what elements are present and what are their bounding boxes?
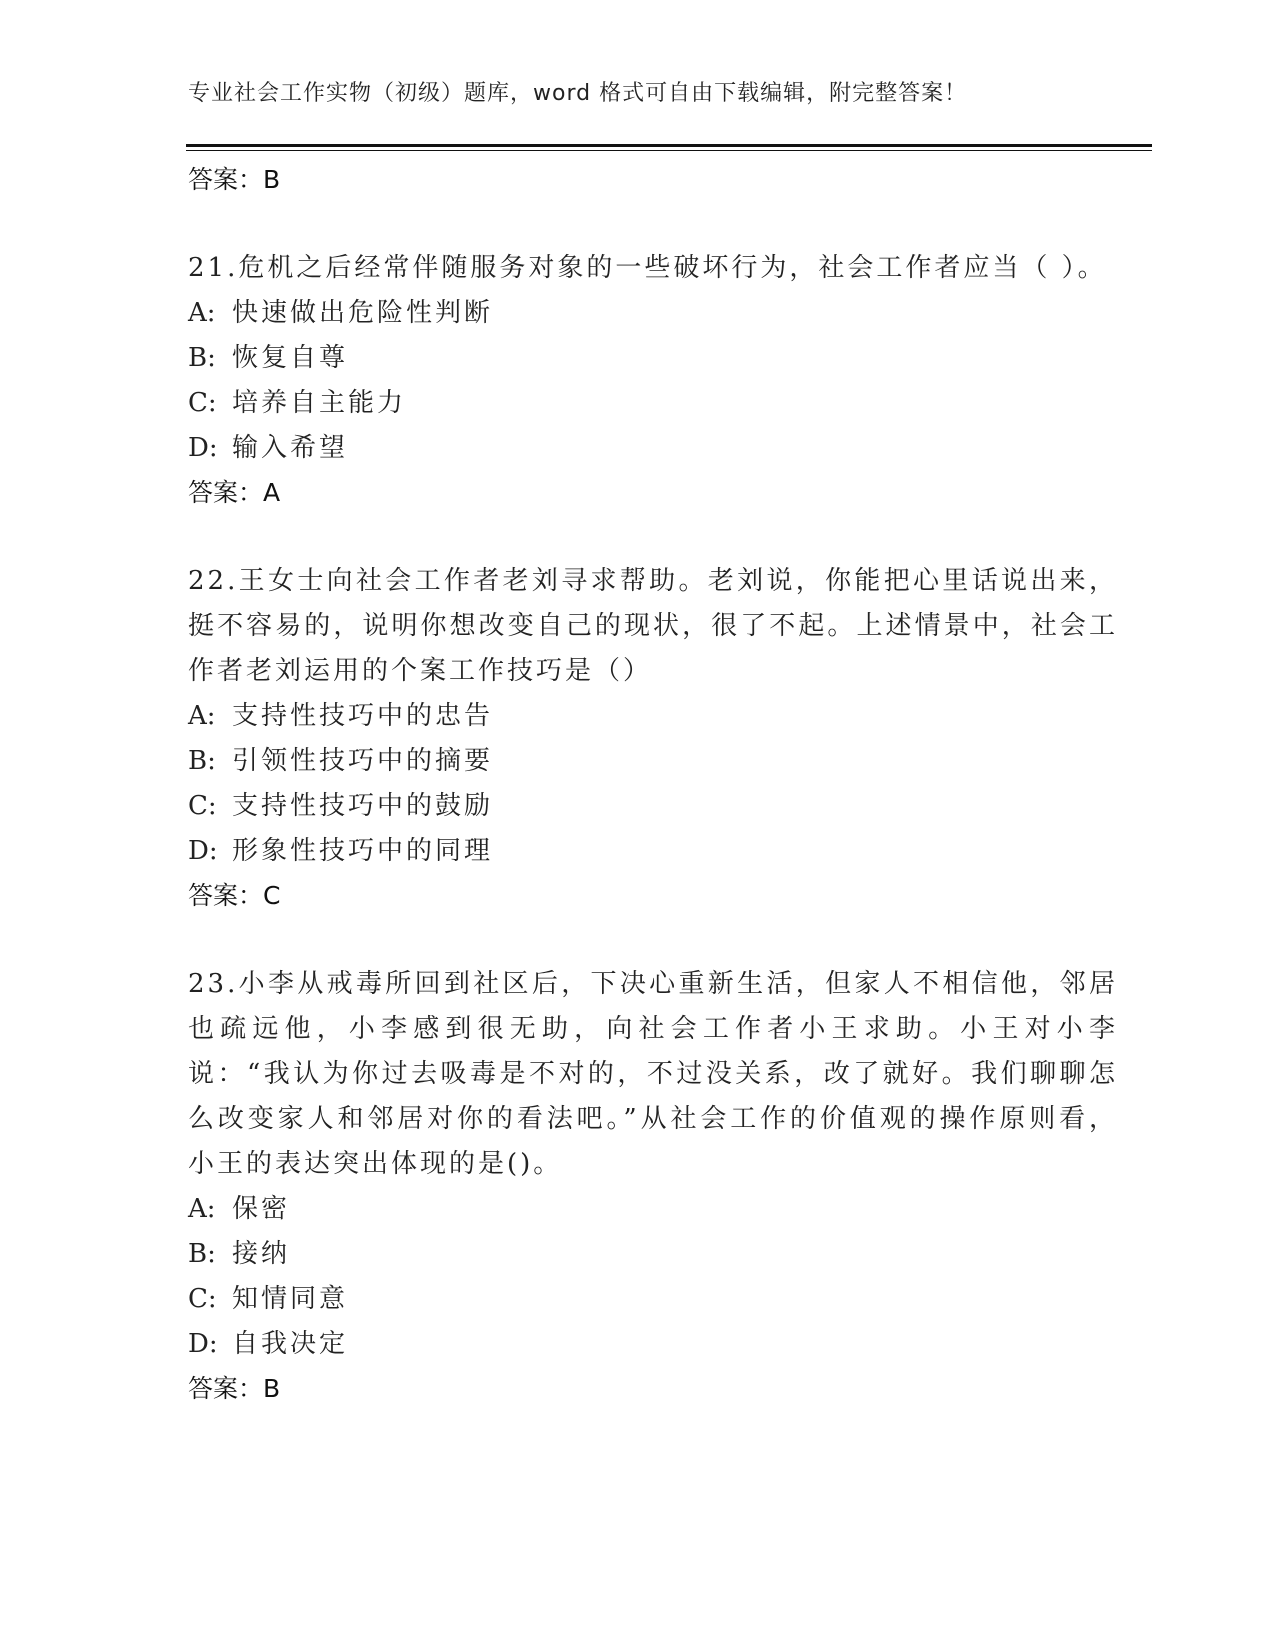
option-letter: D: <box>188 836 218 866</box>
answer-line: 答案：B <box>188 1374 281 1403</box>
option-a <box>188 291 1118 336</box>
option-d <box>188 829 1118 874</box>
option-text: 输入希望 <box>232 433 349 463</box>
answer-line: 答案：A <box>188 478 281 507</box>
option-letter: A: <box>188 1194 216 1224</box>
page-header: 专业社会工作实物（初级）题库，word 格式可自由下载编辑，附完整答案！ <box>188 81 968 106</box>
option-letter: B: <box>188 746 216 776</box>
option-text: 形象性技巧中的同理 <box>232 836 494 866</box>
option-letter: D: <box>188 433 218 463</box>
option-letter: C: <box>188 791 217 821</box>
option-letter: A: <box>188 298 216 328</box>
option-c <box>188 784 1118 829</box>
option-text: 保密 <box>232 1194 291 1224</box>
option-letter: A: <box>188 701 216 731</box>
header-rule-thick <box>186 144 1152 147</box>
option-text: 接纳 <box>232 1239 291 1269</box>
answer-line: 答案：B <box>188 165 281 194</box>
question-text: 23.小李从戒毒所回到社区后，下决心重新生活，但家人不相信他，邻居也疏远他，小李感到很无助，向社会工作者小王求助。小王对小李说：“我认为你过去吸毒是不对的，不过没关系，改了就好。我们聊聊怎么改变家人和邻居对你的看法吧。”从社会工作的价值观的操作原则看，小王的表达突出体现的是()。 <box>188 969 1118 1179</box>
option-c <box>188 381 1118 426</box>
option-d <box>188 1322 1118 1367</box>
option-text: 引领性技巧中的摘要 <box>232 746 494 776</box>
answer-line: 答案：C <box>188 881 281 910</box>
option-a <box>188 1187 1118 1232</box>
option-b <box>188 336 1118 381</box>
question-21 <box>188 246 1118 515</box>
option-text: 培养自主能力 <box>232 388 407 418</box>
option-text: 快速做出危险性判断 <box>232 298 494 328</box>
question-text: 21.危机之后经常伴随服务对象的一些破坏行为，社会工作者应当（ ）。 <box>188 253 1107 283</box>
option-letter: D: <box>188 1329 218 1359</box>
header-rule-thin <box>186 150 1152 151</box>
option-letter: B: <box>188 1239 216 1269</box>
option-letter: C: <box>188 388 217 418</box>
question-22 <box>188 559 1118 918</box>
option-text: 知情同意 <box>232 1284 349 1314</box>
option-text: 恢复自尊 <box>232 343 349 373</box>
option-text: 自我决定 <box>232 1329 349 1359</box>
question-text: 22.王女士向社会工作者老刘寻求帮助。老刘说，你能把心里话说出来，挺不容易的，说明你想改变自己的现状，很了不起。上述情景中，社会工作者老刘运用的个案工作技巧是（） <box>188 566 1118 686</box>
question-list <box>188 158 1118 1411</box>
option-letter: B: <box>188 343 216 373</box>
option-d <box>188 426 1118 471</box>
option-text: 支持性技巧中的鼓励 <box>232 791 494 821</box>
option-c <box>188 1277 1118 1322</box>
option-b <box>188 1232 1118 1277</box>
option-letter: C: <box>188 1284 217 1314</box>
option-b <box>188 739 1118 784</box>
option-text: 支持性技巧中的忠告 <box>232 701 494 731</box>
question-23 <box>188 962 1118 1411</box>
option-a <box>188 694 1118 739</box>
